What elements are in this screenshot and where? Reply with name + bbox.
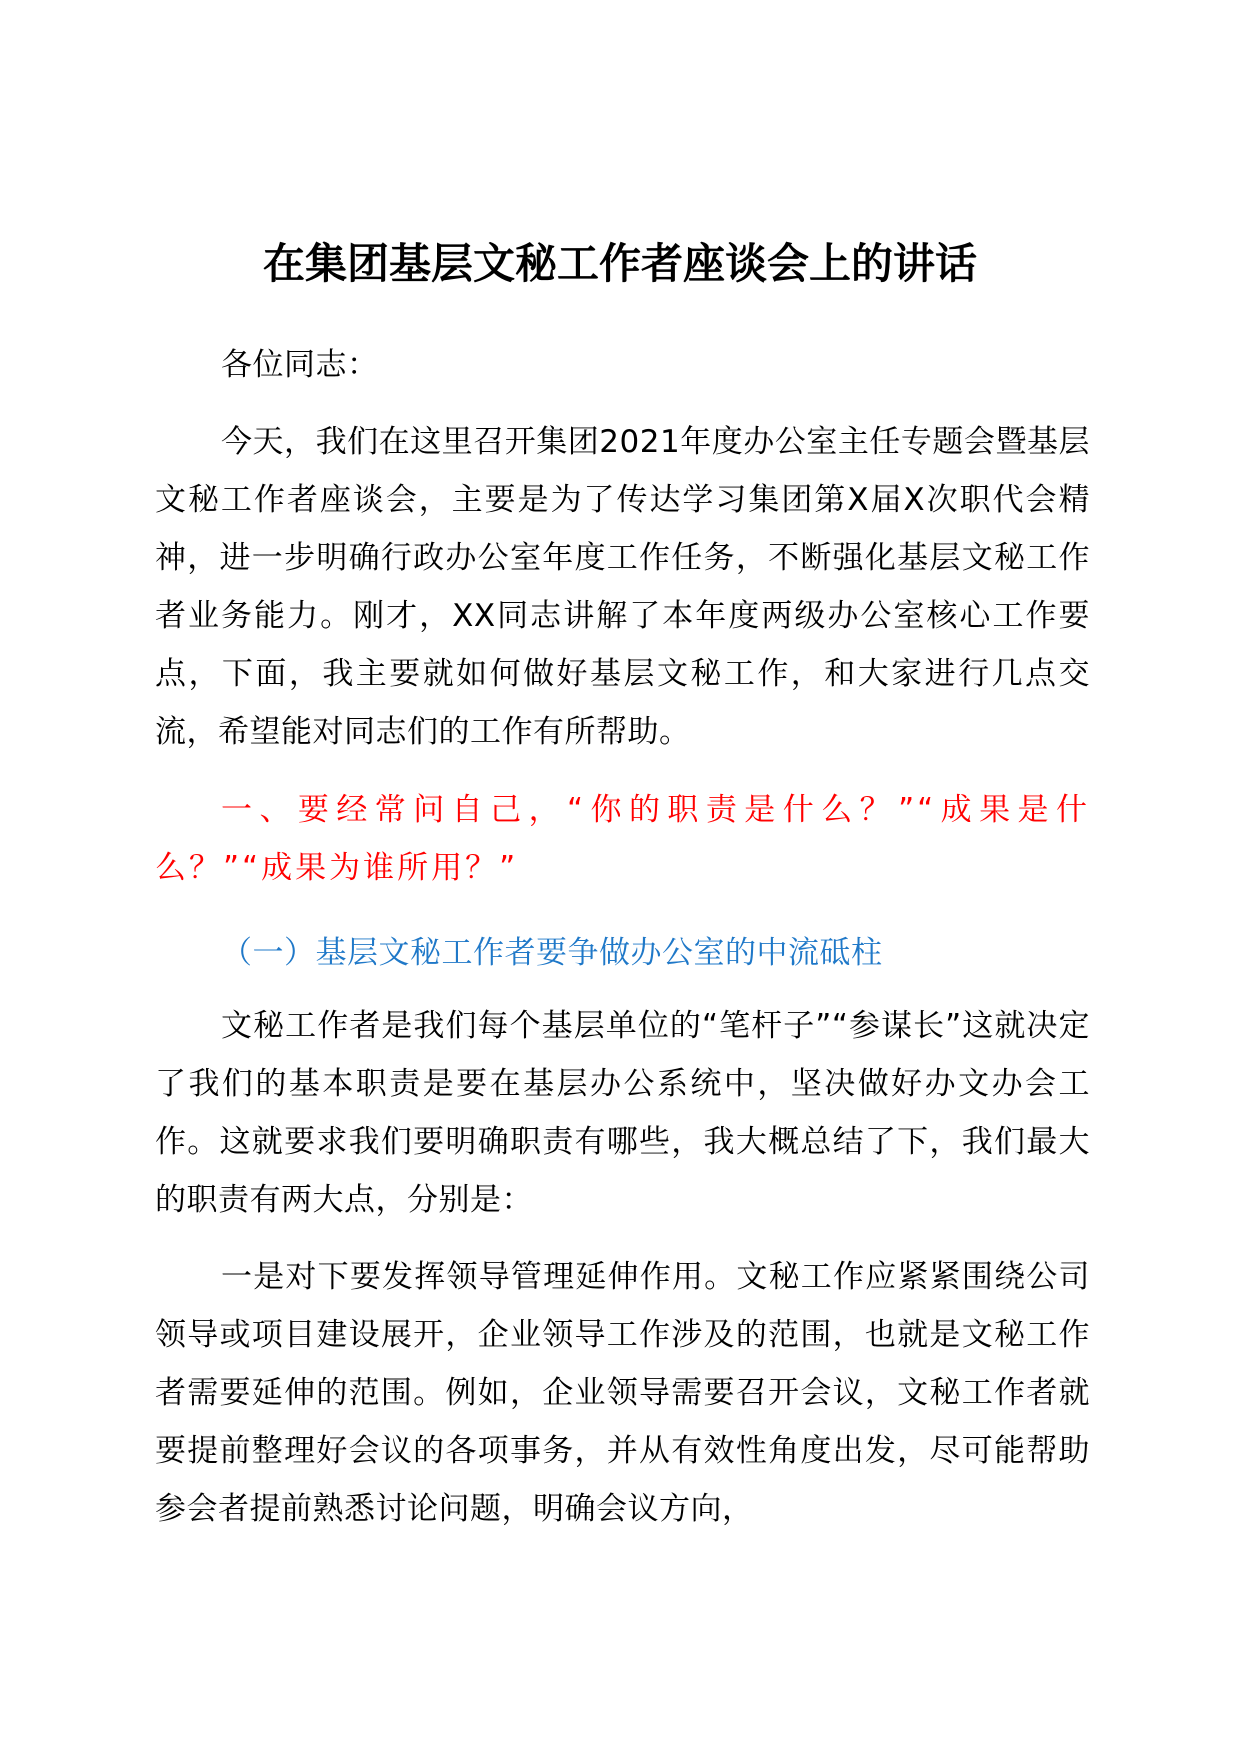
salutation: 各位同志： <box>221 347 379 383</box>
subsection-heading: （一）基层文秘工作者要争做办公室的中流砥柱 <box>221 935 883 971</box>
paragraph-duties: 文秘工作者是我们每个基层单位的“笔杆子”“参谋长”这就决定了我们的基本职责是要在基层办公系统中，坚决做好办文办会工作。这就要求我们要明确职责有哪些，我大概总结了下，我们最大的职责有两大点，分别是： <box>155 1008 1090 1218</box>
section-heading: 一、要经常问自己，“你的职责是什么？”“成果是什么？”“成果为谁所用？” <box>155 792 1090 886</box>
paragraph-intro: 今天，我们在这里召开集团2021年度办公室主任专题会暨基层文秘工作者座谈会，主要是为了传达学习集团第X届X次职代会精神，进一步明确行政办公室年度工作任务，不断强化基层文秘工作者业务能力。刚才，XX同志讲解了本年度两级办公室核心工作要点，下面，我主要就如何做好基层文秘工作，和大家进行几点交流，希望能对同志们的工作有所帮助。 <box>155 424 1090 750</box>
paragraph-first-point: 一是对下要发挥领导管理延伸作用。文秘工作应紧紧围绕公司领导或项目建设展开，企业领导工作涉及的范围，也就是文秘工作者需要延伸的范围。例如，企业领导需要召开会议，文秘工作者就要提前整理好会议的各项事务，并从有效性角度出发，尽可能帮助参会者提前熟悉讨论问题，明确会议方向， <box>155 1259 1090 1527</box>
document-title: 在集团基层文秘工作者座谈会上的讲话 <box>262 239 977 288</box>
